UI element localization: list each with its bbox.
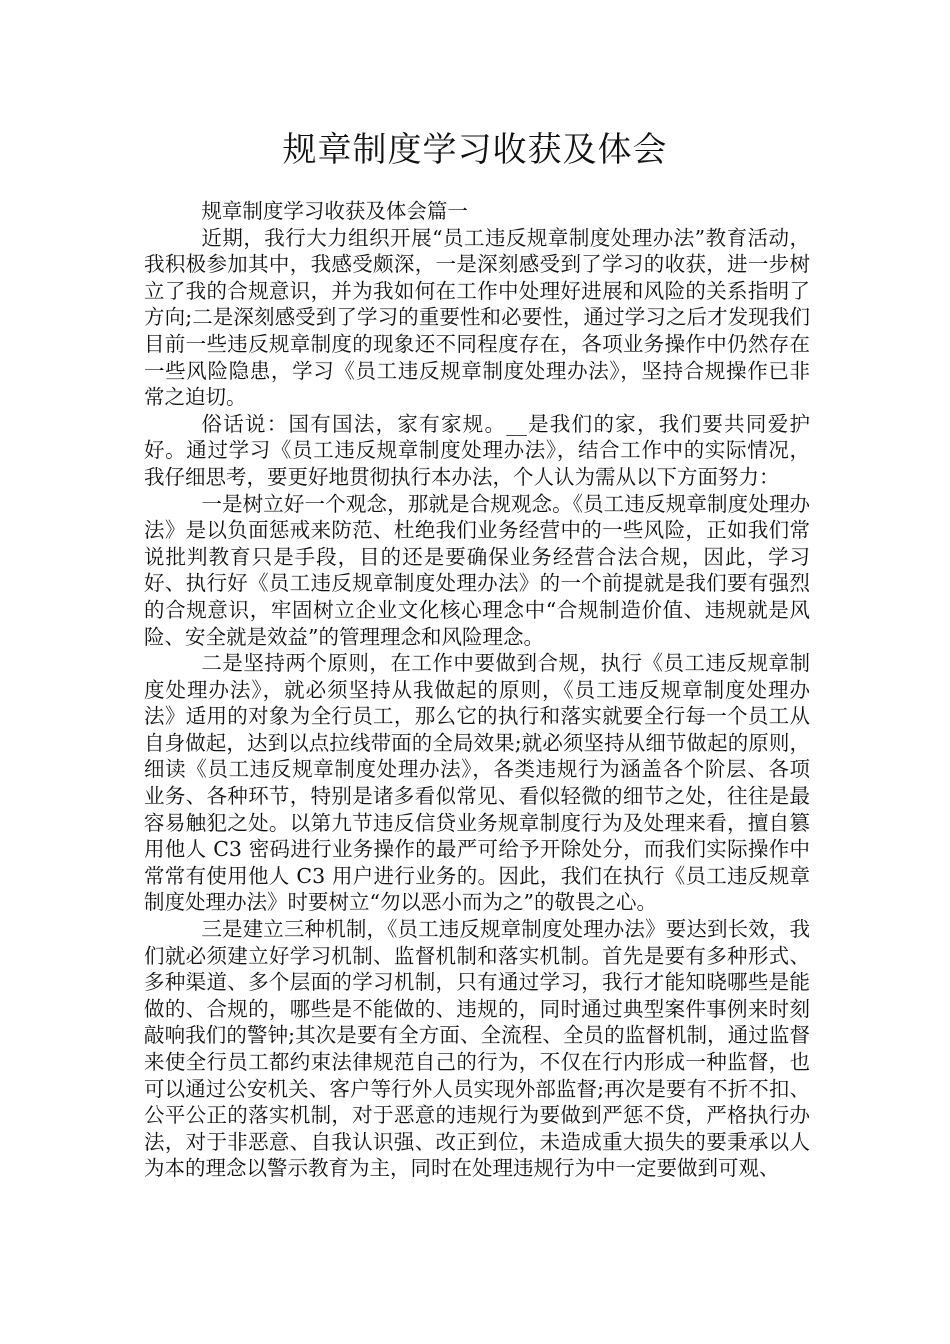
paragraph-3: 一是树立好一个观念，那就是合规观念。《员工违反规章制度处理办法》是以负面惩戒来防范、杜绝我们业务经营中的一些风险，正如我们常说批判教育只是手段，目的还是要确保业务经营合法合规，因此，学习好、执行好《员工违反规章制度处理办法》的一个前提就是我们要有强烈的合规意识，牢固树立企业文化核心理念中“合规制造价值、违规就是风险、安全就是效益”的管理理念和风险理念。: [144, 491, 810, 649]
paragraph-4: 二是坚持两个原则，在工作中要做到合规，执行《员工违反规章制度处理办法》，就必须坚持从我做起的原则，《员工违反规章制度处理办法》适用的对象为全行员工，那么它的执行和落实就要全行每一个员工从自身做起，达到以点拉线带面的全局效果;就必须坚持从细节做起的原则，细读《员工违反规章制度处理办法》，各类违规行为涵盖各个阶层、各项业务、各种环节，特别是诸多看似常见、看似轻微的细节之处，往往是最容易触犯之处。以第九节违反信贷业务规章制度行为及处理来看，擅自篡用他人 C3 密码进行业务操作的最严可给予开除处分，而我们实际操作中常常有使用他人 C3 用户进行业务的。因此，我们在执行《员工违反规章制度处理办法》时要树立“勿以恶小而为之”的敬畏之心。: [144, 651, 810, 915]
paragraph-5: 三是建立三种机制，《员工违反规章制度处理办法》要达到长效，我们就必须建立好学习机制、监督机制和落实机制。首先是要有多种形式、多种渠道、多个层面的学习机制，只有通过学习，我行才能知晓哪些是能做的、合规的，哪些是不能做的、违规的，同时通过典型案件事例来时刻敲响我们的警钟;其次是要有全方面、全流程、全员的监督机制，通过监督来使全行员工都约束法律规范自己的行为，不仅在行内形成一种监督，也可以通过公安机关、客户等行外人员实现外部监督;再次是要有不折不扣、公平公正的落实机制，对于恶意的违规行为要做到严惩不贷，严格执行办法，对于非恶意、自我认识强、改正到位，未造成重大损失的要秉承以人为本的理念以警示教育为主，同时在处理违规行为中一定要做到可观、: [144, 917, 810, 1181]
document-body: [144, 198, 810, 1182]
paragraph-1: 近期，我行大力组织开展“员工违反规章制度处理办法”教育活动，我积极参加其中，我感受颇深，一是深刻感受到了学习的收获，进一步树立了我的合规意识，并为我如何在工作中处理好进展和风险的关系指明了方向;二是深刻感受到了学习的重要性和必要性，通过学习之后才发现我们目前一些违反规章制度的现象还不同程度存在，各项业务操作中仍然存在一些风险隐患，学习《员工违反规章制度处理办法》，坚持合规操作已非常之迫切。: [144, 225, 810, 410]
page-title: 规章制度学习收获及体会: [282, 130, 668, 170]
paragraph-2: 俗话说：国有国法，家有家规。__是我们的家，我们要共同爱护好。通过学习《员工违反规章制度处理办法》，结合工作中的实际情况，我仔细思考，要更好地贯彻执行本办法，个人认为需从以下方面努力：: [144, 411, 810, 489]
section-subtitle: 规章制度学习收获及体会篇一: [201, 199, 468, 223]
